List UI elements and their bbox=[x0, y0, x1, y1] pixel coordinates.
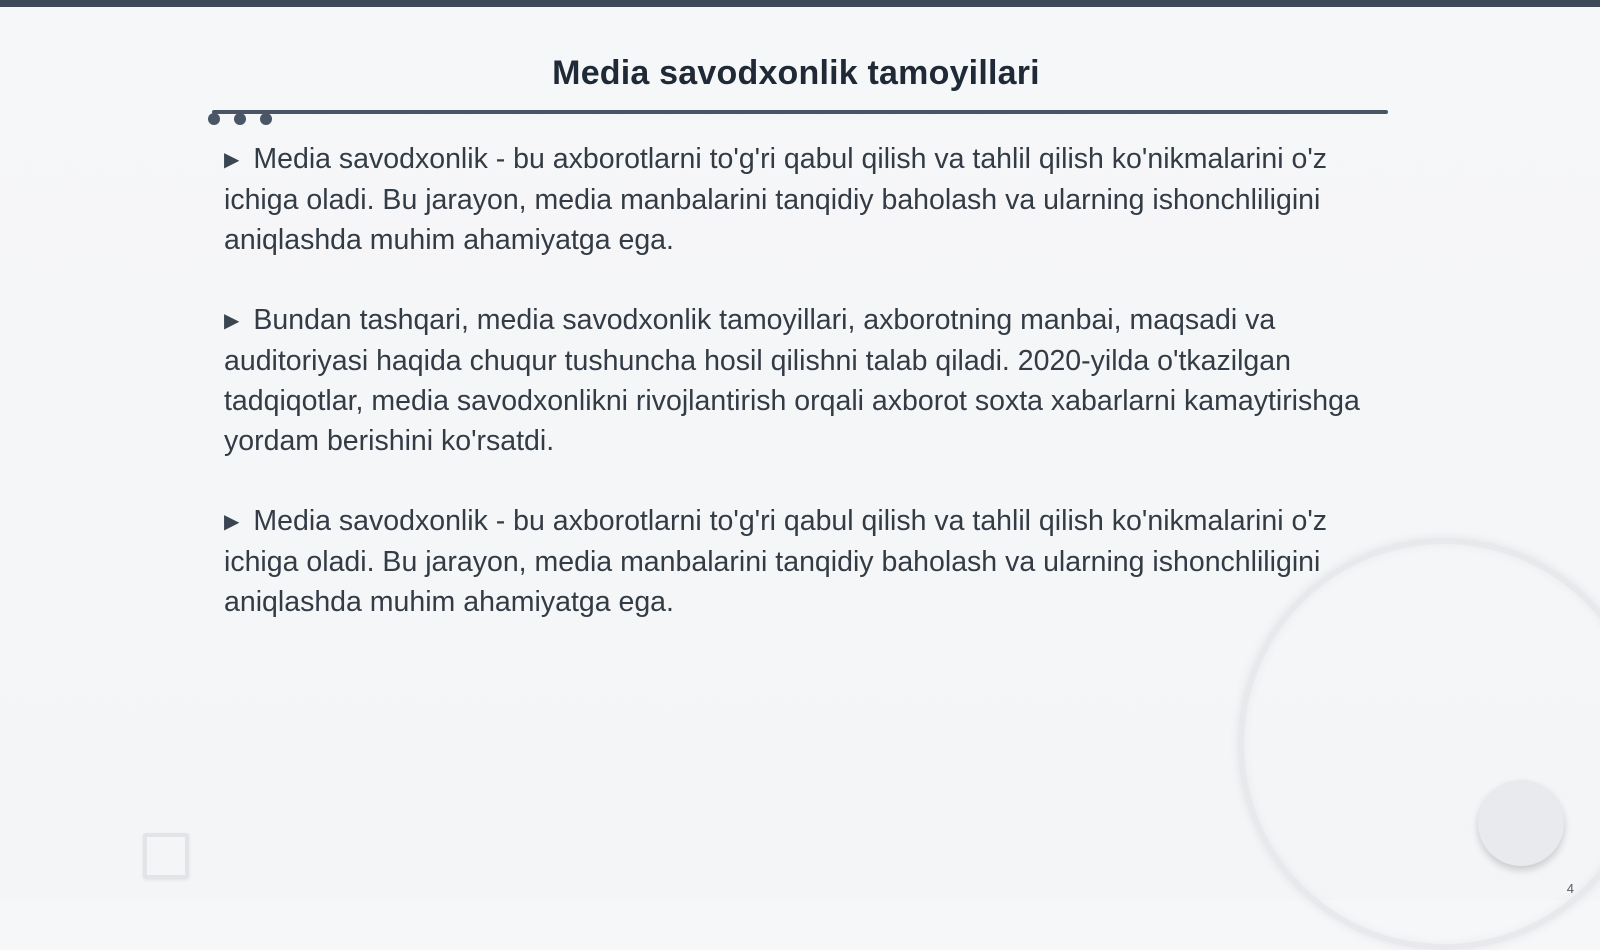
slide-body bbox=[224, 139, 1374, 662]
top-accent-bar bbox=[0, 0, 1600, 7]
divider-dot bbox=[208, 113, 220, 125]
decorative-disc bbox=[1478, 780, 1564, 866]
bullet-text: Bundan tashqari, media savodxonlik tamoyillari, axborotning manbai, maqsadi va auditoriyasi haqida chuqur tushuncha hosil qilishni talab qiladi. 2020-yilda o'tkazilgan tadqiqotlar, media savodxonlikni rivojlantirish orqali axborot soxta xabarlarni kamaytirishga yordam berishini ko'rsatdi. bbox=[224, 304, 1360, 457]
bullet-paragraph bbox=[224, 501, 1374, 622]
page-number: 4 bbox=[1566, 881, 1574, 896]
decorative-square bbox=[143, 833, 189, 879]
divider-dot bbox=[260, 113, 272, 125]
title-divider bbox=[212, 110, 1388, 114]
bullet-text: Media savodxonlik - bu axborotlarni to'g'ri qabul qilish va tahlil qilish ko'nikmalarini o'z ichiga oladi. Bu jarayon, media manbalarini tanqidiy baholash va ularning ishonchliligini aniqlashda muhim ahamiyatga ega. bbox=[224, 505, 1328, 618]
bullet-paragraph bbox=[224, 139, 1374, 260]
divider-dot bbox=[234, 113, 246, 125]
bullet-paragraph bbox=[224, 300, 1374, 461]
bullet-triangle-icon: ▶ bbox=[224, 310, 240, 332]
bullet-triangle-icon: ▶ bbox=[224, 511, 240, 533]
slide-title: Media savodxonlik tamoyillari bbox=[552, 54, 1040, 92]
bullet-text: Media savodxonlik - bu axborotlarni to'g'ri qabul qilish va tahlil qilish ko'nikmalarini o'z ichiga oladi. Bu jarayon, media manbalarini tanqidiy baholash va ularning ishonchliligini aniqlashda muhim ahamiyatga ega. bbox=[224, 143, 1328, 256]
bullet-triangle-icon: ▶ bbox=[224, 149, 240, 171]
